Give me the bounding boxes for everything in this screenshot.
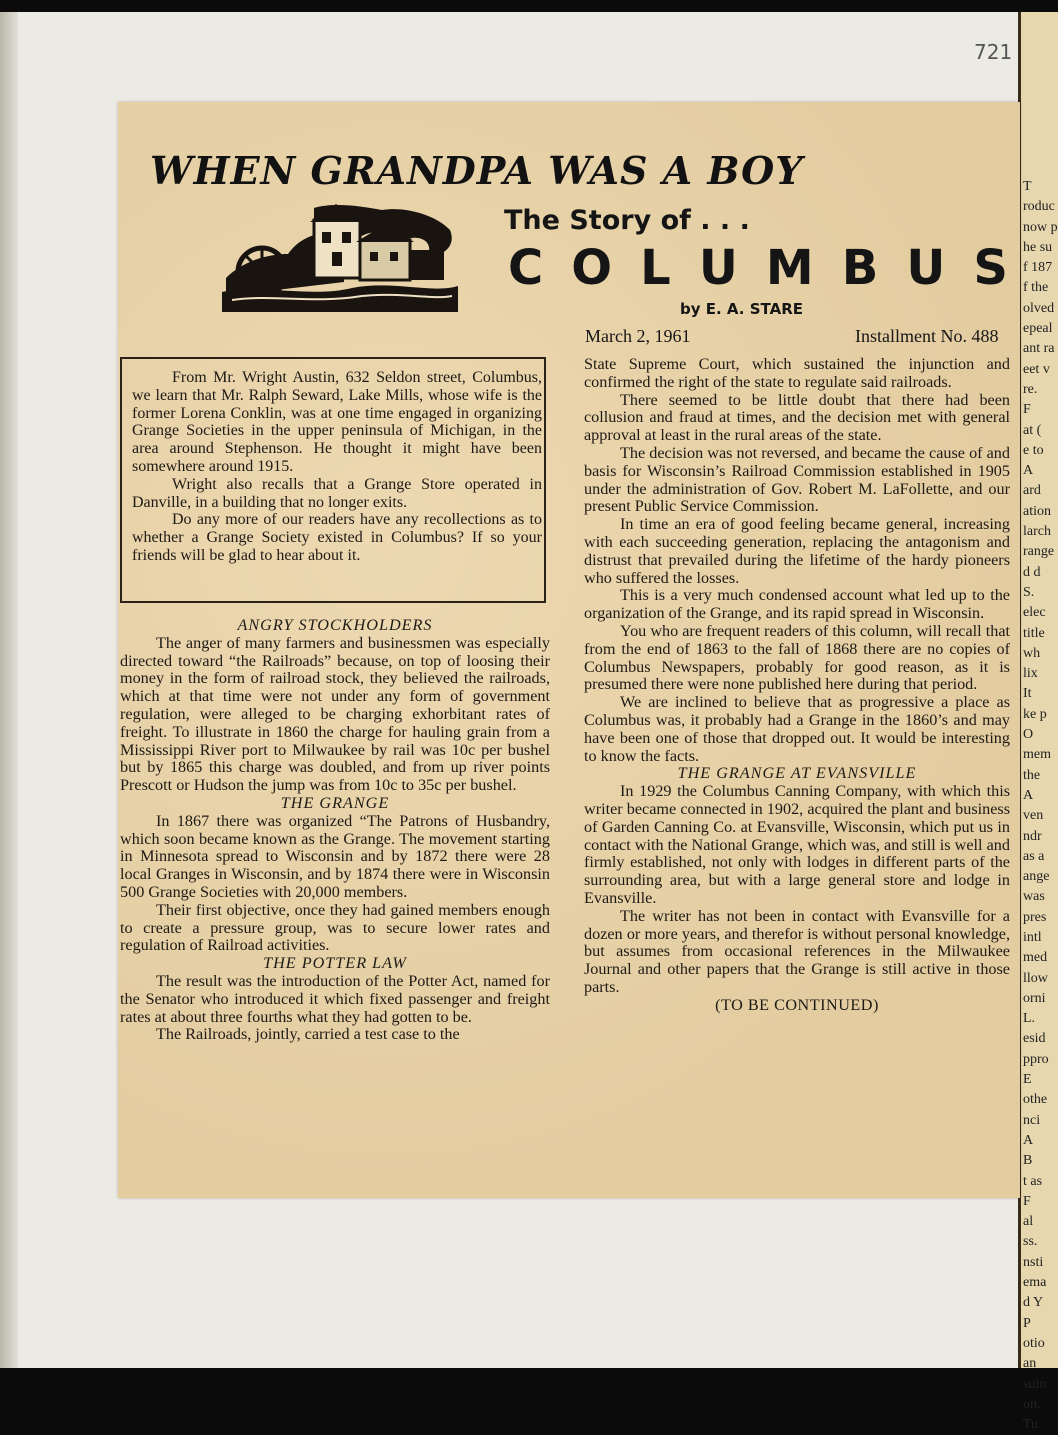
paragraph: The decision was not reversed, and became the cause of and basis for Wisconsin’s Railroad Commission established in 1905 under the administration of Gov. Robert M. LaFollette, and our present Public Service Commission. bbox=[584, 443, 1010, 516]
adjacent-page-text-fragment: eet v bbox=[1023, 361, 1050, 377]
adjacent-page-text-fragment: intl bbox=[1023, 929, 1042, 945]
paragraph: We are inclined to believe that as progressive a place as Columbus was, it probably had a Grange in the 1860’s and may have been one of those that dropped out. It would be interesting to know the facts. bbox=[584, 693, 1010, 765]
adjacent-page-text-fragment: roduc bbox=[1023, 199, 1055, 215]
right-column bbox=[584, 356, 1010, 1014]
adjacent-page-text-fragment: suin bbox=[1023, 1376, 1047, 1392]
adjacent-page-text-fragment: ema bbox=[1023, 1275, 1047, 1291]
adjacent-page-text-fragment: S. bbox=[1023, 584, 1035, 600]
paragraph: The anger of many farmers and businessmen was especially directed toward “the Railroads” because, on top of loosing their money in the form of railroad stock, they believed the railroads, which at that time were not under any form of government regulation, were alleged to be charging exhorbitant rates of freight. To illustrate in 1860 the charge for hauling grain from a Mississippi River port to Milwaukee by rail was 10c per bushel but by 1865 this charge was doubled, and from up river points Prescott or Hudson the jump was from 10c to 35c per bushel. bbox=[120, 633, 550, 795]
adjacent-page-text-fragment: t as bbox=[1023, 1173, 1043, 1189]
title-letter: L bbox=[640, 240, 671, 296]
title-letter: B bbox=[841, 240, 879, 296]
adjacent-page-strip bbox=[1018, 12, 1058, 1433]
installment-number: Installment No. 488 bbox=[855, 326, 999, 346]
adjacent-page-text-fragment: was bbox=[1023, 889, 1045, 905]
adjacent-page-text-fragment: title bbox=[1023, 625, 1045, 641]
adjacent-page-text-fragment: f 187 bbox=[1023, 260, 1053, 276]
adjacent-page-text-fragment: an bbox=[1023, 1356, 1037, 1372]
adjacent-page-text-fragment: othe bbox=[1023, 1092, 1048, 1108]
subheading: ANGRY STOCKHOLDERS bbox=[237, 616, 433, 634]
title-letter: M bbox=[765, 240, 814, 296]
adjacent-page-text-fragment: the bbox=[1023, 767, 1041, 783]
title-letter: U bbox=[906, 240, 946, 296]
adjacent-page-text-fragment: ppro bbox=[1023, 1051, 1049, 1067]
paragraph: In time an era of good feeling became general, increasing with each succeeding generation, replacing the antagonism and distrust that prevailed during the lifetime of the hardy pioneers who suffered the losses. bbox=[584, 515, 1010, 587]
adjacent-page-text-fragment: mem bbox=[1023, 747, 1051, 763]
headline: WHEN GRANDPA WAS A BOY bbox=[150, 148, 804, 193]
adjacent-page-text-fragment: med bbox=[1023, 950, 1048, 966]
adjacent-page-text-fragment: e to bbox=[1023, 442, 1044, 458]
adjacent-page-text-fragment: ven bbox=[1023, 808, 1044, 824]
adjacent-page-text-fragment: f the bbox=[1023, 280, 1049, 296]
to-be-continued: (TO BE CONTINUED) bbox=[715, 995, 879, 1014]
paragraph: In 1929 the Columbus Canning Company, with which this writer became connected in 1902, acquired the plant and business of Garden Canning Co. at Evansville, Wisconsin, which put us in contact with the National Grange, which was, and still is well and firmly established, not only with lodges in different parts of the surrounding area, but with a large general store and lodge in Evansville. bbox=[584, 782, 1010, 907]
adjacent-page-text-fragment: as a bbox=[1023, 848, 1045, 864]
subheading: THE POTTER LAW bbox=[263, 954, 407, 973]
title-letter: S bbox=[973, 240, 1008, 296]
adjacent-page-text-fragment: ndr bbox=[1023, 828, 1042, 844]
paragraph: The writer has not been in contact with Evansville for a dozen or more years, and therefor is without personal knowledge, but assumes from occasional references in the Milwaukee Journal and other papers that the Grange is still active in those parts. bbox=[584, 906, 1010, 996]
page-binding-shadow bbox=[0, 12, 18, 1368]
adjacent-page-text-fragment: now p bbox=[1023, 219, 1058, 235]
adjacent-page-text-fragment: F bbox=[1023, 402, 1031, 418]
adjacent-page-text-fragment: epeal bbox=[1023, 321, 1053, 337]
publication-date: March 2, 1961 bbox=[585, 326, 691, 346]
paragraph: The result was the introduction of the Potter Act, named for the Senator who introduced it which fixed passenger and freight rates at about three fourths what they had gotten to be. bbox=[120, 971, 550, 1026]
adjacent-page-text-fragment: d Y bbox=[1023, 1295, 1044, 1311]
adjacent-page-text-fragment: re. bbox=[1023, 381, 1038, 397]
adjacent-page-text-fragment: P bbox=[1023, 1315, 1031, 1331]
byline: by E. A. STARE bbox=[680, 300, 803, 318]
paragraph: You who are frequent readers of this column, will recall that from the end of 1863 to the fall of 1868 there are no copies of Columbus Newspapers, probably for good reason, as it is presumed there were none published here during that period. bbox=[584, 621, 1010, 694]
adjacent-page-text-fragment: range bbox=[1023, 544, 1055, 560]
adjacent-page-text-fragment: orni bbox=[1023, 990, 1046, 1006]
adjacent-page-text-fragment: wh bbox=[1023, 645, 1041, 661]
adjacent-page-text-fragment: he su bbox=[1023, 239, 1053, 255]
adjacent-page-text-fragment: ke p bbox=[1023, 706, 1047, 722]
box-paragraph: Do any more of our readers have any recollections as to whether a Grange Society existed in Columbus? If so your friends will be glad to hear about it. bbox=[132, 511, 542, 564]
adjacent-page-text-fragment: A bbox=[1023, 463, 1034, 479]
adjacent-page-text-fragment: T bbox=[1023, 179, 1032, 194]
adjacent-page-text-fragment: ange bbox=[1023, 869, 1050, 885]
adjacent-page-text-fragment: nci bbox=[1023, 1112, 1041, 1128]
left-column bbox=[120, 617, 550, 1044]
adjacent-page-text-fragment: esid bbox=[1023, 1031, 1046, 1047]
paragraph: There seemed to be little doubt that there had been collusion and fraud at times, and the decision met with general approval at least in the rural areas of the state. bbox=[584, 390, 1010, 445]
adjacent-page-text-fragment: E bbox=[1023, 1072, 1032, 1088]
adjacent-page-text-fragment: on. bbox=[1023, 1396, 1041, 1412]
mill-illustration bbox=[222, 200, 458, 312]
adjacent-page-text-fragment: F bbox=[1023, 1193, 1031, 1209]
adjacent-page-text-fragment: lix bbox=[1023, 666, 1038, 682]
paragraph: The Railroads, jointly, carried a test case to the bbox=[156, 1025, 460, 1044]
adjacent-page-text-fragment: pres bbox=[1023, 909, 1047, 925]
columbus-title bbox=[508, 240, 1008, 296]
title-letter: C bbox=[508, 240, 544, 296]
strip-spacer bbox=[1021, 12, 1058, 177]
adjacent-page-text-fragment: ard bbox=[1023, 483, 1041, 499]
adjacent-page-text-fragment: ation bbox=[1023, 503, 1051, 519]
adjacent-page-text-fragment: O bbox=[1023, 727, 1034, 743]
adjacent-page-text-fragment: olved bbox=[1023, 300, 1055, 316]
paragraph: State Supreme Court, which sustained the injunction and confirmed the right of the state to regulate said railroads. bbox=[584, 355, 1010, 391]
paragraph: This is a very much condensed account what led up to the organization of the Grange, and its rapid spread in Wisconsin. bbox=[584, 586, 1010, 623]
box-paragraph: Wright also recalls that a Grange Store operated in Danville, in a building that no longer exits. bbox=[132, 475, 542, 511]
adjacent-page-text-fragment: B bbox=[1023, 1153, 1033, 1169]
adjacent-page-text-fragment: elec bbox=[1023, 605, 1046, 621]
adjacent-page-text-fragment: larch bbox=[1023, 524, 1051, 540]
reader-note-box bbox=[120, 357, 546, 603]
box-paragraph: From Mr. Wright Austin, 632 Seldon street, Columbus, we learn that Mr. Ralph Seward, Lake Mills, whose wife is the former Lorena Conklin, was at one time engaged in organizing Grange Societies in the upper peninsula of Michigan, in the area around Stephenson. He thought it might have been somewhere around 1915. bbox=[132, 369, 542, 475]
subheading: THE GRANGE AT EVANSVILLE bbox=[677, 764, 917, 783]
adjacent-page-text-fragment: d d bbox=[1023, 564, 1041, 580]
title-letter: U bbox=[698, 240, 738, 296]
story-of-label: The Story of . . . bbox=[504, 205, 750, 236]
adjacent-page-text-fragment: A bbox=[1023, 1132, 1034, 1148]
adjacent-page-text-fragment: L. bbox=[1023, 1011, 1036, 1027]
adjacent-page-text-fragment: llow bbox=[1023, 970, 1048, 986]
subheading: THE GRANGE bbox=[280, 793, 390, 812]
adjacent-page-text-fragment: It bbox=[1023, 686, 1032, 702]
adjacent-page-text-fragment: Tu bbox=[1023, 1417, 1039, 1433]
adjacent-page-text-fragment: ss. bbox=[1023, 1234, 1038, 1250]
adjacent-page-text-fragment: nsti bbox=[1023, 1254, 1044, 1270]
title-letter: O bbox=[571, 240, 613, 296]
adjacent-page-text-fragment: al bbox=[1023, 1214, 1034, 1230]
adjacent-page-text-fragment: otio bbox=[1023, 1335, 1045, 1351]
paragraph: Their first objective, once they had gained members enough to create a pressure group, was to secure lower rates and regulation of Railroad activities. bbox=[120, 900, 550, 955]
adjacent-page-text-fragment: ant ra bbox=[1023, 341, 1055, 357]
adjacent-page-text-fragment: at ( bbox=[1023, 422, 1042, 438]
paragraph: In 1867 there was organized “The Patrons of Husbandry, which soon became known as the Grange. The movement starting in Minnesota spread to Wisconsin and by 1872 there were 28 local Granges in Wisconsin, and by 1874 there were in Wisconsin 500 Grange Societies with 20,000 members. bbox=[120, 811, 550, 901]
page-number: 721 bbox=[974, 40, 1013, 64]
adjacent-page-text-fragment: A bbox=[1023, 787, 1034, 803]
